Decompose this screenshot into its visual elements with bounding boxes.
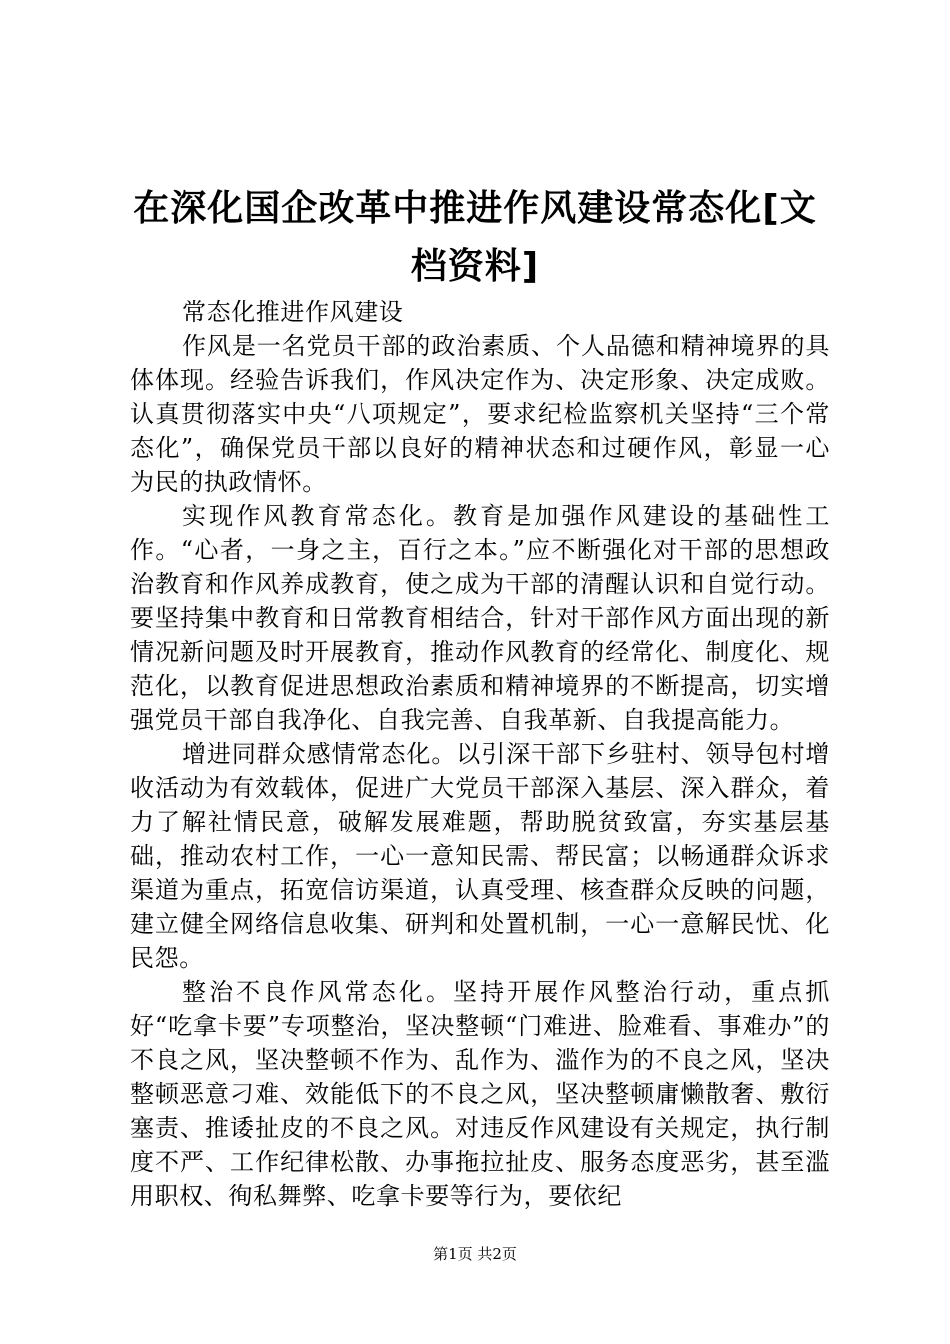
- paragraph: 实现作风教育常态化。教育是加强作风建设的基础性工作。“心者，一身之主，百行之本。”应不断强化对干部的思想政治教育和作风养成教育，使之成为干部的清醒认识和自觉行动。要坚持集中教育和日常教育相结合，针对干部作风方面出现的新情况新问题及时开展教育，推动作风教育的经常化、制度化、规范化，以教育促进思想政治素质和精神境界的不断提高，切实增强党员干部自我净化、自我完善、自我革新、自我提高能力。: [130, 502, 830, 734]
- page-number: 第1页 共2页: [433, 1245, 517, 1263]
- paragraph: 增进同群众感情常态化。以引深干部下乡驻村、领导包村增收活动为有效载体，促进广大党员干部深入基层、深入群众，着力了解社情民意，破解发展难题，帮助脱贫致富，夯实基层基础，推动农村工作，一心一意知民需、帮民富；以畅通群众诉求渠道为重点，拓宽信访渠道，认真受理、核查群众反映的问题，建立健全网络信息收集、研判和处置机制，一心一意解民忧、化民怨。: [130, 740, 830, 972]
- paragraph: 作风是一名党员干部的政治素质、个人品德和精神境界的具体体现。经验告诉我们，作风决定作为、决定形象、决定成败。认真贯彻落实中央“八项规定”，要求纪检监察机关坚持“三个常态化”，确保党员干部以良好的精神状态和过硬作风，彰显一心为民的执政情怀。: [130, 332, 830, 496]
- paragraph: 整治不良作风常态化。坚持开展作风整治行动，重点抓好“吃拿卡要”专项整治，坚决整顿“门难进、脸难看、事难办”的不良之风，坚决整顿不作为、乱作为、滥作为的不良之风，坚决整顿恶意刁难、效能低下的不良之风，坚决整顿庸懒散奢、敷衍塞责、推诿扯皮的不良之风。对违反作风建设有关规定，执行制度不严、工作纪律松散、办事拖拉扯皮、服务态度恶劣，甚至滥用职权、徇私舞弊、吃拿卡要等行为，要依纪: [130, 978, 830, 1210]
- paragraph-subheading: 常态化推进作风建设: [182, 298, 404, 326]
- document-body: [130, 295, 830, 1213]
- page-footer: [0, 1244, 950, 1264]
- document-title: 在深化国企改革中推进作风建设常态化[文档资料]: [133, 188, 817, 287]
